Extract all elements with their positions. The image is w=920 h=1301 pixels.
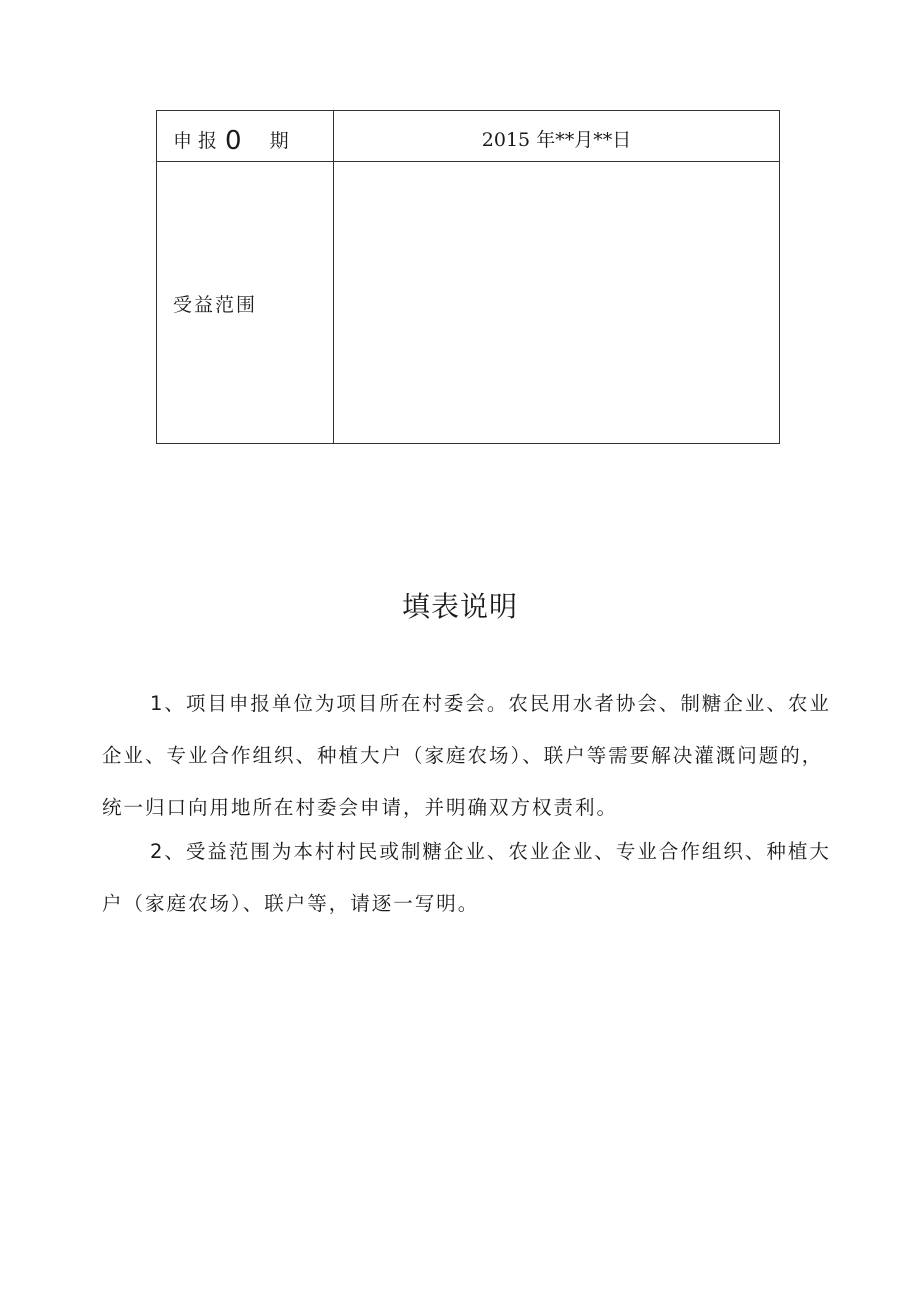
instruction-paragraph-2: 2、受益范围为本村村民或制糖企业、农业企业、专业合作组织、种植大户（家庭农场）、联户等，请逐一写明。	[102, 840, 831, 915]
instructions-title: 填表说明	[401, 590, 518, 623]
date-label-part2: 期	[269, 130, 295, 152]
scope-label: 受益范围	[173, 294, 258, 316]
table-row-date	[157, 111, 779, 162]
date-label-cell	[157, 111, 334, 161]
date-value-cell[interactable]	[334, 111, 779, 161]
date-label	[173, 124, 295, 154]
date-label-part1: 申报	[173, 130, 224, 152]
date-label-digit: 0	[225, 126, 242, 156]
scope-label-cell	[157, 162, 334, 443]
date-value: 2015 年**月**日	[481, 129, 632, 151]
table-row-scope	[157, 162, 779, 443]
instruction-paragraph-1: 1、项目申报单位为项目所在村委会。农民用水者协会、制糖企业、农业企业、专业合作组织、种植大户（家庭农场）、联户等需要解决灌溉问题的，统一归口向用地所在村委会申请，并明确双方权责利。	[102, 692, 831, 819]
application-form-table	[156, 110, 780, 444]
scope-value-cell[interactable]	[334, 162, 779, 443]
